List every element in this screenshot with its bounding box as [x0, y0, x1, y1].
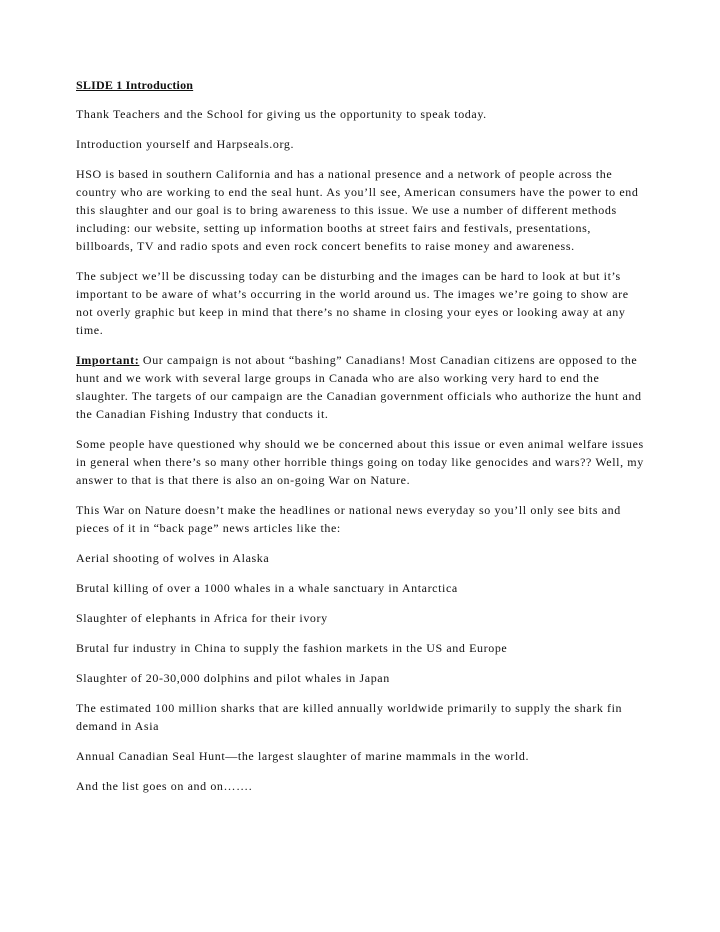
hso-paragraph: HSO is based in southern California and has a national presence and a network of people across the country who are working to end the seal hunt. As you’ll see, American consumers have the power to end this slaughter and our goal is to bring awareness to this issue. We use a number of different methods including: our website, setting up information booths at street fairs and festivals, presentations, billboards, TV and radio spots and even rock concert benefits to raise money and awareness.: [76, 167, 639, 253]
slide-heading: SLIDE 1 Introduction: [76, 78, 194, 92]
important-label: Important:: [76, 353, 140, 367]
news-item: Slaughter of 20-30,000 dolphins and pilot whales in Japan: [76, 671, 390, 685]
question-paragraph: Some people have questioned why should we be concerned about this issue or even animal welfare issues in general when there’s so many other horrible things going on today like genocides and wars?? Well, my answer to that is that there is also an on-going War on Nature.: [76, 437, 644, 487]
news-item: Aerial shooting of wolves in Alaska: [76, 551, 270, 565]
intro-paragraph: Introduction yourself and Harpseals.org.: [76, 137, 295, 151]
news-item: Annual Canadian Seal Hunt—the largest slaughter of marine mammals in the world.: [76, 749, 530, 763]
subject-paragraph: The subject we’ll be discussing today can be disturbing and the images can be hard to look at but it’s important to be aware of what’s occurring in the world around us. The images we’re going to show are not overly graphic but keep in mind that there’s no shame in closing your eyes or looking away at any time.: [76, 269, 629, 337]
document-page: [76, 78, 648, 807]
news-item: The estimated 100 million sharks that are killed annually worldwide primarily to supply the shark fin demand in Asia: [76, 701, 623, 733]
news-item: Brutal fur industry in China to supply the fashion markets in the US and Europe: [76, 641, 508, 655]
war-paragraph: This War on Nature doesn’t make the headlines or national news everyday so you’ll only see bits and pieces of it in “back page” news articles like the:: [76, 503, 621, 535]
news-item: Slaughter of elephants in Africa for their ivory: [76, 611, 328, 625]
important-text: Our campaign is not about “bashing” Canadians! Most Canadian citizens are opposed to the hunt and we work with several large groups in Canada who are also working very hard to end the slaughter. The targets of our campaign are the Canadian government officials who authorize the hunt and the Canadian Fishing Industry that conducts it.: [76, 353, 642, 421]
news-item: Brutal killing of over a 1000 whales in a whale sanctuary in Antarctica: [76, 581, 458, 595]
thank-paragraph: Thank Teachers and the School for giving us the opportunity to speak today.: [76, 107, 487, 121]
important-paragraph: [76, 351, 648, 423]
closing-paragraph: And the list goes on and on…….: [76, 779, 253, 793]
